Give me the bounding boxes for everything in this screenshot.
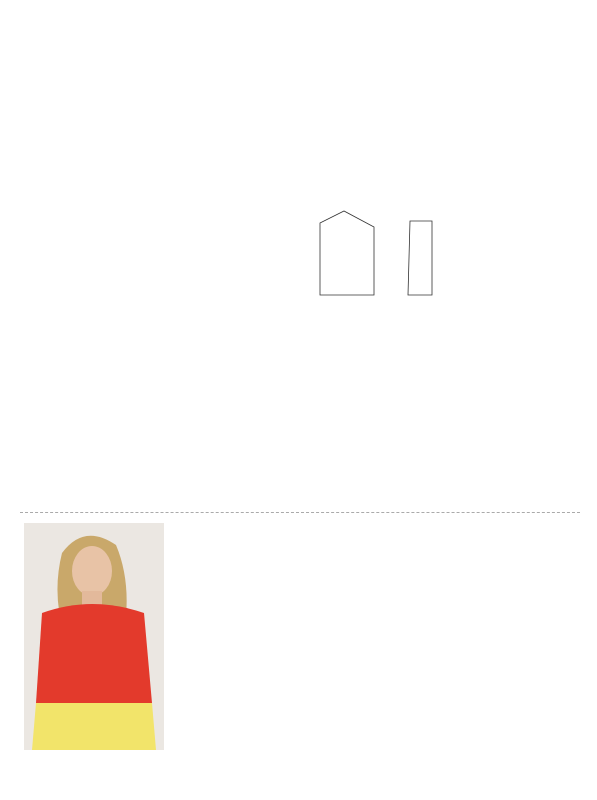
schema-2-grid	[444, 208, 584, 254]
instructions-column-1	[34, 30, 162, 490]
bottom-column-2	[308, 525, 454, 773]
schema-1-grid	[318, 38, 586, 196]
model-photo	[24, 523, 164, 750]
pattern-pieces	[312, 203, 440, 308]
instructions-column-3	[310, 326, 434, 504]
bottom-column-3	[460, 525, 588, 773]
instructions-column-4	[470, 464, 586, 504]
bottom-column-1	[168, 525, 302, 773]
section-divider	[20, 512, 580, 513]
instructions-column-2	[166, 30, 306, 490]
